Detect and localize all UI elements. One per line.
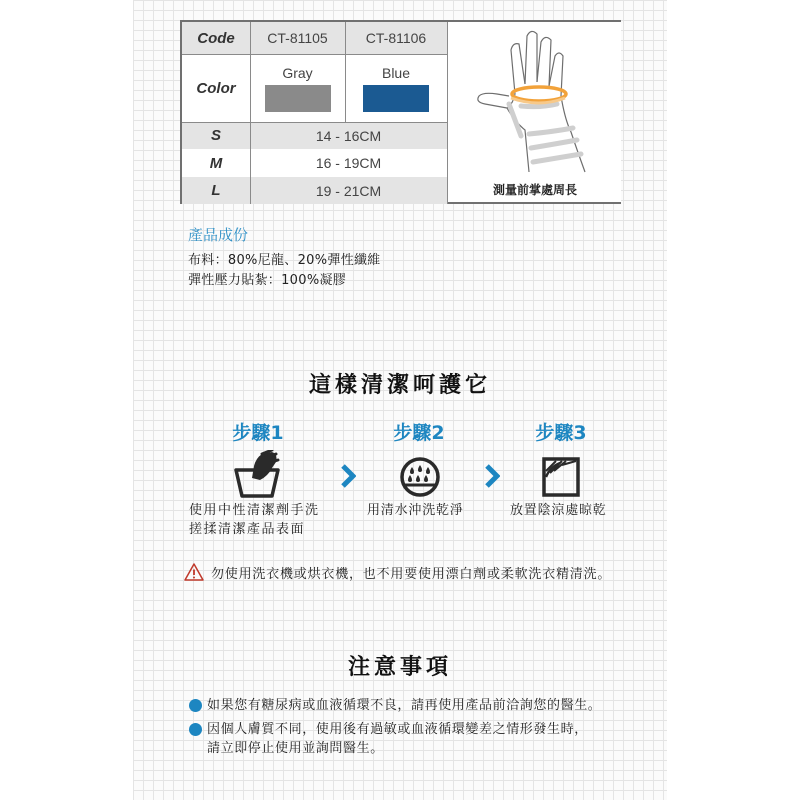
size-range: 14 - 16CM (315, 127, 382, 144)
blue-swatch (363, 85, 429, 112)
color-name: Gray (282, 64, 313, 81)
chevron-right-icon (484, 463, 500, 489)
color-label: Color (196, 79, 236, 97)
note-line: 因個人膚質不同，使用後有過敏或血液循環變差之情形發生時， (207, 722, 588, 737)
color-option-gray (250, 60, 345, 116)
composition-fabric: 布料：80%尼龍、20%彈性纖維 (188, 253, 381, 268)
size-label: L (211, 182, 221, 199)
product-code: CT-81105 (267, 30, 328, 46)
size-label: S (210, 127, 221, 144)
size-range: 19 - 21CM (315, 182, 382, 199)
note-item (189, 720, 588, 758)
step-3-title: 步驟3 (535, 422, 587, 444)
code-label: Code (197, 29, 235, 47)
hand-measure-icon (449, 22, 621, 182)
note-line: 請立即停止使用並詢問醫生。 (207, 741, 384, 756)
warning-icon (183, 562, 205, 582)
product-code: CT-81106 (365, 30, 427, 46)
gray-swatch (265, 85, 331, 112)
note-text (207, 720, 588, 758)
step-text-line: 使用中性清潔劑手洗 (189, 503, 320, 518)
care-warning (183, 562, 611, 582)
step-3-description (510, 501, 607, 520)
bullet-dot-icon (189, 699, 202, 712)
step-text-line: 用清水沖洗乾淨 (367, 503, 464, 518)
bullet-dot-icon (189, 723, 202, 736)
step-1-description (189, 501, 320, 539)
chevron-right-icon (340, 463, 356, 489)
note-item (189, 696, 601, 715)
step-text-line: 搓揉清潔產品表面 (189, 522, 306, 537)
dry-in-shade-icon (542, 457, 580, 497)
note-line: 如果您有糖尿病或血液循環不良，請再使用產品前洽詢您的醫生。 (207, 698, 602, 713)
rinse-water-icon (398, 455, 442, 499)
measure-caption: 測量前掌處周長 (492, 183, 577, 197)
size-spec-table (180, 20, 621, 204)
step-text-line: 放置陰涼處晾乾 (510, 503, 607, 518)
color-option-blue (345, 60, 447, 116)
step-1-title: 步驟1 (232, 422, 284, 444)
color-name: Blue (381, 64, 411, 81)
note-text (207, 696, 601, 715)
care-section-title: 這樣清潔呵護它 (308, 373, 491, 398)
size-range: 16 - 19CM (315, 155, 382, 171)
hand-wash-icon (232, 450, 282, 500)
divider (447, 22, 448, 204)
step-2-description (367, 501, 464, 520)
warning-text: 勿使用洗衣機或烘衣機，也不用要使用漂白劑或柔軟洗衣精清洗。 (211, 566, 612, 582)
step-2-title: 步驟2 (393, 422, 445, 444)
composition-tape: 彈性壓力貼紮：100%凝膠 (188, 273, 347, 288)
measurement-illustration (449, 22, 621, 202)
composition-title: 產品成份 (188, 226, 249, 244)
notes-section-title: 注意事項 (347, 655, 452, 680)
size-label: M (209, 154, 223, 172)
